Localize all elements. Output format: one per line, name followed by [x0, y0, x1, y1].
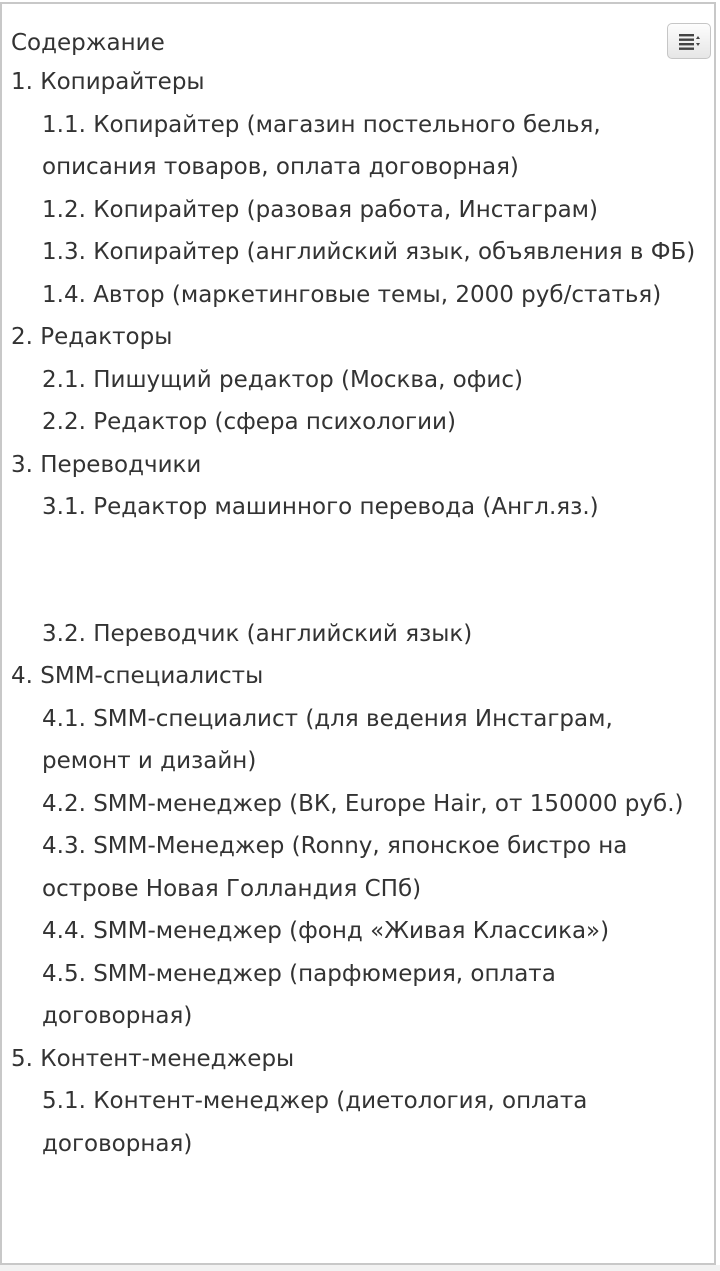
toc-link[interactable]: 2.1. Пишущий редактор (Москва, офис): [42, 366, 523, 393]
toc-item-4-4[interactable]: [2, 910, 702, 953]
toc-item-2[interactable]: [2, 316, 718, 359]
toc-item-4-2[interactable]: [2, 783, 702, 826]
toc-item-2-2[interactable]: [2, 401, 702, 444]
toc-link[interactable]: 3.1. Редактор машинного перевода (Англ.яз.): [42, 494, 599, 520]
toc-toggle-button[interactable]: [667, 23, 711, 59]
bottom-divider: [0, 1265, 720, 1271]
toc-item-3[interactable]: [2, 444, 718, 487]
toc-item-1-3[interactable]: [2, 231, 702, 274]
toc-item-3-2[interactable]: [2, 613, 702, 656]
toc-link[interactable]: 4.2. SMM-менеджер (ВК, Europe Hair, от 150000 руб.): [42, 790, 684, 817]
toc-link[interactable]: 5.1. Контент-менеджер (диетология, оплата договорная): [42, 1088, 588, 1157]
table-of-contents: [0, 2, 716, 1265]
toc-link[interactable]: 4.3. SMM-Менеджер (Ronny, японское бистро на острове Новая Голландия СПб): [42, 833, 628, 902]
toc-item-4-5[interactable]: [2, 953, 702, 1038]
toc-item-5-1[interactable]: [2, 1080, 702, 1165]
toc-item-1[interactable]: [2, 61, 718, 104]
toc-link[interactable]: 3. Переводчики: [11, 451, 202, 478]
toc-link[interactable]: 1.2. Копирайтер (разовая работа, Инстаграм): [42, 196, 598, 223]
toc-item-1-1[interactable]: [2, 104, 702, 189]
toc-link[interactable]: 4.4. SMM-менеджер (фонд «Живая Классика»): [42, 918, 610, 944]
toc-link[interactable]: 4. SMM-специалисты: [11, 663, 264, 689]
toc-link[interactable]: 4.1. SMM-специалист (для ведения Инстаграм, ремонт и дизайн): [42, 705, 613, 774]
toc-item-3-1[interactable]: [2, 486, 702, 529]
toc-item-1-2[interactable]: [2, 189, 702, 232]
toc-list: [2, 61, 718, 1165]
toc-link[interactable]: 5. Контент-менеджеры: [11, 1045, 295, 1072]
toc-item-1-4[interactable]: [2, 274, 702, 317]
toc-link[interactable]: 2. Редакторы: [11, 324, 173, 350]
toc-item-4-3[interactable]: [2, 825, 702, 910]
toc-item-4-1[interactable]: [2, 698, 702, 783]
toc-link[interactable]: 1.1. Копирайтер (магазин постельного белья, описания товаров, оплата договорная): [42, 111, 601, 180]
toc-link[interactable]: 2.2. Редактор (сфера психологии): [42, 409, 456, 435]
toc-item-5[interactable]: [2, 1038, 718, 1081]
toc-spacer: [2, 529, 718, 613]
toc-link[interactable]: 1. Копирайтеры: [11, 69, 205, 95]
toc-title: Содержание: [11, 30, 165, 56]
toc-link[interactable]: 1.4. Автор (маркетинговые темы, 2000 руб/статья): [42, 281, 662, 308]
toc-link[interactable]: 4.5. SMM-менеджер (парфюмерия, оплата договорная): [42, 960, 556, 1029]
toc-link[interactable]: 3.2. Переводчик (английский язык): [42, 620, 473, 647]
toc-item-2-1[interactable]: [2, 359, 702, 402]
toc-link[interactable]: 1.3. Копирайтер (английский язык, объявления в ФБ): [42, 239, 696, 265]
toc-item-4[interactable]: [2, 655, 718, 698]
